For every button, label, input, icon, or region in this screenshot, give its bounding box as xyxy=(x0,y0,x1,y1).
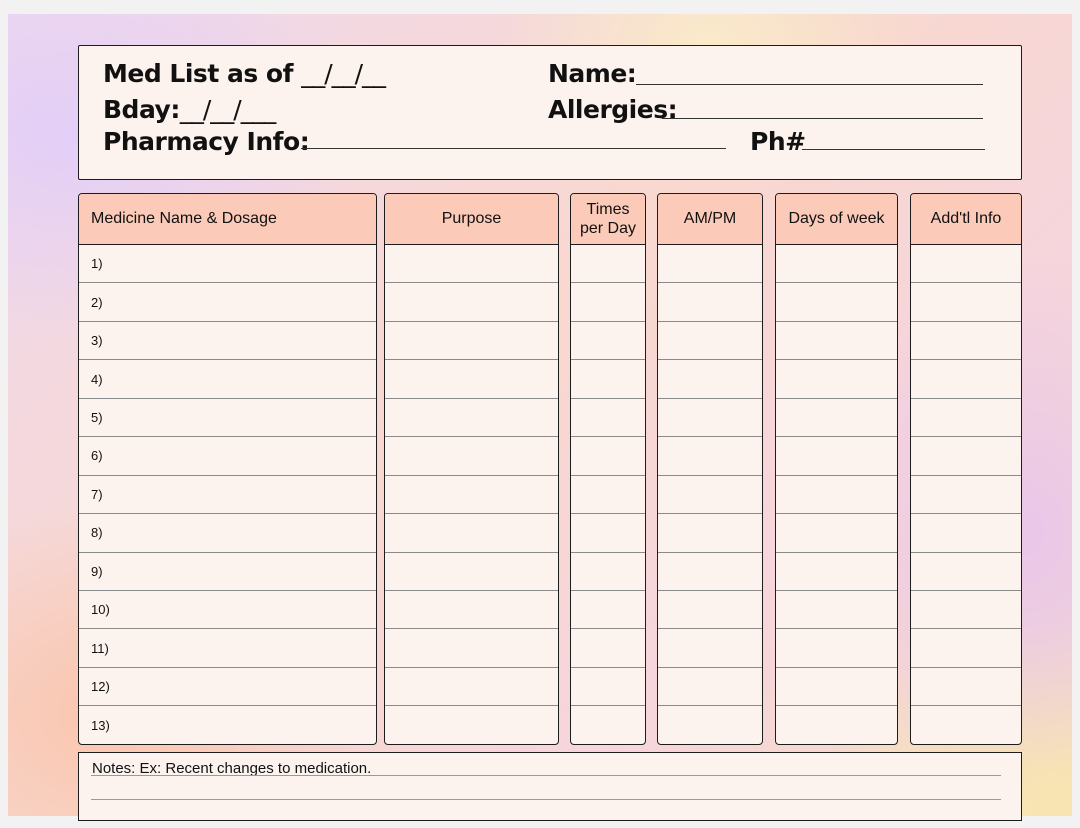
notes-section[interactable] xyxy=(78,752,1022,821)
table-cell[interactable] xyxy=(571,591,645,629)
notes-line[interactable] xyxy=(91,799,1001,800)
table-cell[interactable] xyxy=(911,322,1021,360)
column-header-purpose: Purpose xyxy=(385,194,558,245)
table-cell[interactable] xyxy=(571,706,645,744)
table-row[interactable]: 12) xyxy=(79,668,376,706)
table-cell[interactable] xyxy=(385,437,558,475)
table-cell[interactable] xyxy=(911,283,1021,321)
table-cell[interactable] xyxy=(658,591,762,629)
column-header-additional-info: Add'tl Info xyxy=(911,194,1021,245)
notes-label: Notes: Ex: Recent changes to medication. xyxy=(92,760,372,777)
table-cell[interactable] xyxy=(385,283,558,321)
column-purpose xyxy=(384,193,559,745)
table-cell[interactable] xyxy=(776,476,897,514)
table-row[interactable]: 2) xyxy=(79,283,376,321)
phone-label: Ph# xyxy=(750,127,806,156)
notes-line[interactable] xyxy=(91,775,1001,776)
table-row[interactable]: 8) xyxy=(79,514,376,552)
table-row[interactable]: 1) xyxy=(79,245,376,283)
table-cell[interactable] xyxy=(658,245,762,283)
med-list-date xyxy=(103,61,385,86)
table-cell[interactable] xyxy=(571,629,645,667)
table-cell[interactable] xyxy=(385,399,558,437)
table-cell[interactable] xyxy=(385,476,558,514)
table-cell[interactable] xyxy=(658,283,762,321)
table-cell[interactable] xyxy=(776,399,897,437)
column-additional-info xyxy=(910,193,1022,745)
table-cell[interactable] xyxy=(658,553,762,591)
table-cell[interactable] xyxy=(571,514,645,552)
table-cell[interactable] xyxy=(571,245,645,283)
table-cell[interactable] xyxy=(776,360,897,398)
table-cell[interactable] xyxy=(385,553,558,591)
table-cell[interactable] xyxy=(776,283,897,321)
table-cell[interactable] xyxy=(385,514,558,552)
medication-list-page xyxy=(8,14,1072,816)
table-cell[interactable] xyxy=(911,553,1021,591)
pharmacy-field-line[interactable] xyxy=(301,148,726,149)
table-cell[interactable] xyxy=(658,399,762,437)
table-cell[interactable] xyxy=(911,629,1021,667)
table-cell[interactable] xyxy=(911,360,1021,398)
table-cell[interactable] xyxy=(571,360,645,398)
table-row[interactable]: 5) xyxy=(79,399,376,437)
table-cell[interactable] xyxy=(911,399,1021,437)
table-cell[interactable] xyxy=(571,322,645,360)
table-row[interactable]: 13) xyxy=(91,717,110,733)
table-cell[interactable] xyxy=(571,283,645,321)
purpose-rows xyxy=(385,245,558,744)
bday-field xyxy=(103,97,275,122)
column-header-am-pm: AM/PM xyxy=(658,194,762,245)
table-cell[interactable] xyxy=(776,514,897,552)
table-cell[interactable] xyxy=(658,629,762,667)
times-rows xyxy=(571,245,645,744)
table-cell[interactable] xyxy=(571,668,645,706)
table-cell[interactable] xyxy=(571,437,645,475)
allergies-label: Allergies: xyxy=(548,95,678,124)
table-cell[interactable] xyxy=(571,476,645,514)
column-times-per-day xyxy=(570,193,646,745)
med-list-label: Med List as of xyxy=(103,59,293,88)
bday-blank[interactable]: __/__/___ xyxy=(179,95,276,124)
column-days-of-week xyxy=(775,193,898,745)
column-medicine-name xyxy=(78,193,377,745)
medicine-rows xyxy=(79,245,376,744)
table-row[interactable]: 3) xyxy=(79,322,376,360)
table-row[interactable]: 11) xyxy=(79,629,376,667)
table-cell[interactable] xyxy=(911,668,1021,706)
table-cell[interactable] xyxy=(911,514,1021,552)
table-cell[interactable] xyxy=(385,629,558,667)
ampm-rows xyxy=(658,245,762,744)
table-row[interactable]: 6) xyxy=(79,437,376,475)
table-cell[interactable] xyxy=(776,245,897,283)
table-cell[interactable] xyxy=(658,476,762,514)
table-cell[interactable] xyxy=(776,668,897,706)
table-cell[interactable] xyxy=(776,553,897,591)
name-label: Name: xyxy=(548,59,637,88)
table-cell[interactable] xyxy=(776,629,897,667)
table-cell[interactable] xyxy=(571,399,645,437)
table-cell[interactable] xyxy=(385,245,558,283)
table-cell[interactable] xyxy=(776,437,897,475)
table-cell[interactable] xyxy=(658,514,762,552)
table-cell[interactable] xyxy=(658,322,762,360)
pharmacy-label: Pharmacy Info: xyxy=(103,127,310,156)
days-rows xyxy=(776,245,897,744)
column-am-pm xyxy=(657,193,763,745)
table-cell[interactable] xyxy=(658,437,762,475)
table-cell[interactable] xyxy=(385,706,558,744)
table-row[interactable]: 7) xyxy=(79,476,376,514)
med-list-date-blank[interactable]: __/__/__ xyxy=(301,59,386,88)
info-rows xyxy=(911,245,1021,744)
table-cell[interactable] xyxy=(776,322,897,360)
table-cell[interactable] xyxy=(911,476,1021,514)
table-cell[interactable] xyxy=(911,706,1021,744)
table-cell[interactable] xyxy=(385,668,558,706)
table-cell[interactable] xyxy=(776,591,897,629)
column-header-days-of-week: Days of week xyxy=(776,194,897,245)
column-header-medicine-name: Medicine Name & Dosage xyxy=(79,194,376,245)
table-row[interactable]: 10) xyxy=(79,591,376,629)
table-cell[interactable] xyxy=(911,245,1021,283)
phone-field-line[interactable] xyxy=(802,149,985,150)
table-cell[interactable] xyxy=(385,591,558,629)
table-cell[interactable] xyxy=(571,553,645,591)
table-cell[interactable] xyxy=(658,360,762,398)
table-cell[interactable] xyxy=(911,437,1021,475)
allergies-field-line[interactable] xyxy=(662,118,983,119)
bday-label: Bday: xyxy=(103,95,180,124)
table-cell[interactable] xyxy=(658,668,762,706)
table-cell[interactable] xyxy=(776,706,897,744)
table-row[interactable]: 9) xyxy=(79,553,376,591)
table-row[interactable]: 4) xyxy=(79,360,376,398)
table-cell[interactable] xyxy=(911,591,1021,629)
table-cell[interactable] xyxy=(385,322,558,360)
name-field-line[interactable] xyxy=(636,84,983,85)
table-cell[interactable] xyxy=(658,706,762,744)
column-header-times-per-day: Times per Day xyxy=(571,194,645,245)
table-cell[interactable] xyxy=(385,360,558,398)
